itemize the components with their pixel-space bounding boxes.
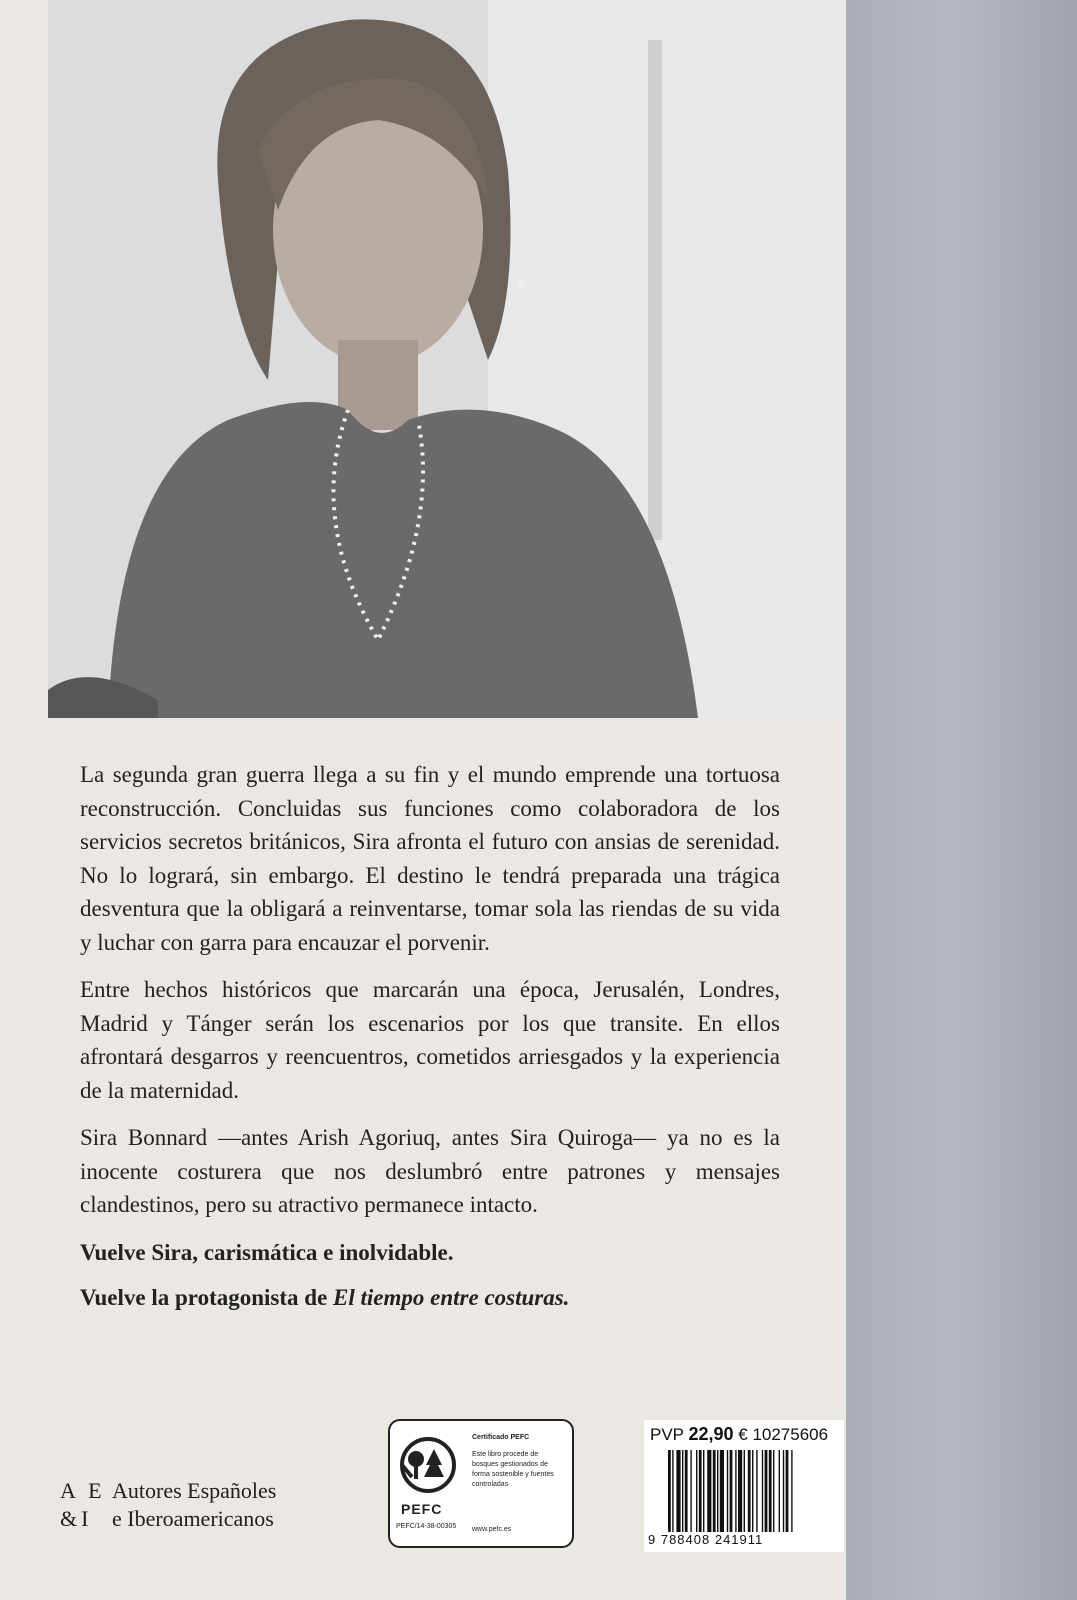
barcode-icon xyxy=(668,1450,832,1532)
pefc-logo-icon xyxy=(396,1431,460,1535)
tagline-2-title: El tiempo entre costuras. xyxy=(333,1285,570,1310)
pefc-certification-box xyxy=(388,1419,574,1548)
price-code: 10275606 xyxy=(752,1425,829,1444)
pefc-title: Certificado PEFC xyxy=(472,1434,530,1441)
publisher-name xyxy=(112,1477,352,1533)
publisher-mark-line1: A E xyxy=(60,1478,106,1503)
publisher-mark xyxy=(60,1477,108,1537)
tagline-1: Vuelve Sira, carismática e inolvidable. xyxy=(80,1239,454,1265)
blurb-paragraph-2: Entre hechos históricos que marcarán una época, Jerusalén, Londres, Madrid y Tánger serán los escenarios por los que transite. En ellos afrontará desgarros y reencuentros, cometidos arriesgados y la experiencia de la maternidad. xyxy=(80,977,780,1103)
price-label: PVP xyxy=(650,1425,684,1444)
book-spine xyxy=(846,0,1077,1600)
tagline-2-prefix: Vuelve la protagonista de xyxy=(80,1285,334,1310)
publisher-name-line1: Autores Españoles xyxy=(112,1478,277,1503)
price-currency: € xyxy=(738,1425,748,1444)
isbn-digits: 9 788408 241911 xyxy=(648,1532,764,1547)
publisher-name-line2: e Iberoamericanos xyxy=(112,1506,274,1531)
pefc-text: Este libro procede de bosques gestionados de forma sostenible y fuentes controladas xyxy=(472,1451,554,1488)
portrait-illustration xyxy=(48,0,844,718)
author-portrait-photo xyxy=(48,0,844,718)
pefc-code: PEFC/14-38-00305 xyxy=(396,1523,457,1530)
price-line xyxy=(650,1424,828,1445)
price-amount: 22,90 xyxy=(688,1424,734,1444)
pefc-url: www.pefc.es xyxy=(472,1526,512,1533)
pefc-brand: PEFC xyxy=(401,1501,443,1517)
blurb-paragraph-3: Sira Bonnard —antes Arish Agoriuq, antes Sira Quiroga— ya no es la inocente costurera que nos deslumbró entre patrones y mensajes clandestinos, pero su atractivo permanece intacto. xyxy=(80,1125,780,1217)
blurb-paragraph-1: La segunda gran guerra llega a su fin y el mundo emprende una tortuosa reconstrucción. Concluidas sus funciones como colaboradora de los servicios secretos británicos, Sira afronta el futuro con ansias de serenidad. No lo logrará, sin embargo. El destino le tendrá preparada una trágica desventura que la obligará a reinventarse, tomar sola las riendas de su vida y luchar con garra para encauzar el porvenir. xyxy=(80,762,780,955)
price-barcode-label xyxy=(644,1420,844,1552)
publisher-mark-line2: &I xyxy=(60,1506,93,1531)
blurb-text xyxy=(80,758,780,1327)
tagline-2 xyxy=(80,1281,780,1315)
